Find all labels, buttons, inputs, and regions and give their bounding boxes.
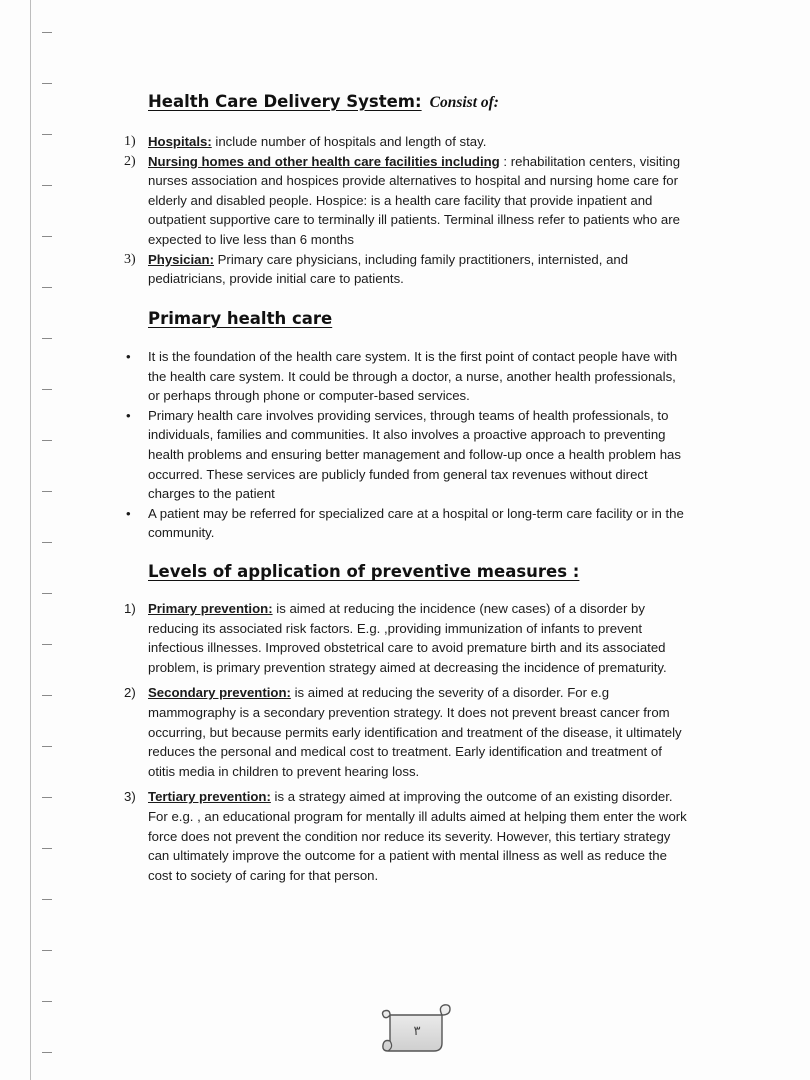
item-term: Secondary prevention: [148, 685, 291, 701]
margin-tick [42, 695, 52, 696]
margin-tick [42, 542, 52, 543]
heading-subtitle: Consist of: [429, 94, 499, 111]
margin-tick [42, 1052, 52, 1053]
margin-tick [42, 185, 52, 186]
item-term: Nursing homes and other health care facilities including [148, 153, 500, 169]
margin-tick [42, 746, 52, 747]
page-number-scroll [380, 1003, 454, 1057]
binding-margin-line [30, 0, 31, 1080]
section-heading-prevention [148, 562, 579, 581]
section-heading-delivery [148, 92, 499, 112]
margin-tick [42, 389, 52, 390]
item-text: Primary care physicians, including family practitioners, internisted, and pediatricians, provide initial care to patients. [148, 251, 629, 287]
primary-care-list [120, 347, 690, 543]
page-number: ٣ [413, 1024, 421, 1039]
margin-tick [42, 32, 52, 33]
list-marker: 2) [124, 685, 136, 701]
item-text: : rehabilitation centers, visiting nurses association and hospices provide alternatives to hospital and nursing home care for elderly and disabled people. Hospice: is a health care facility that provide inpatient and outpatient supportive care to terminally ill patients. Terminal illness refer to patients who are expected to live less than 6 months [148, 153, 681, 247]
item-term: Hospitals: [148, 134, 212, 149]
list-item [120, 152, 690, 250]
item-text: is aimed at reducing the incidence (new cases) of a disorder by reducing its associated risk factors. E.g. ,providing immunization of infants to prevent infectious illnesses. Improved obstetrical care to avoid premature birth and its associated problem, is primary prevention strategy aimed at decreasing the incidence of prematurity. [148, 601, 667, 675]
item-text: is aimed at reducing the severity of a disorder. For e.g mammography is a secondary prevention strategy. It does not prevent breast cancer from occurring, but because permits early identification and treatment of the disease, it ultimately reduces the personal and medical cost to treatment. Early identification and treatment of otitis media in children to prevent hearing loss. [148, 685, 682, 779]
list-item [120, 132, 690, 152]
margin-tick [42, 83, 52, 84]
delivery-list [120, 132, 690, 289]
list-marker: 1) [124, 601, 136, 616]
margin-tick [42, 134, 52, 135]
margin-tick [42, 491, 52, 492]
list-marker: 2) [124, 153, 136, 169]
bullet-text: Primary health care involves providing services, through teams of health professionals, to individuals, families and communities. It also involves a proactive approach to preventing health problems and ensuring better management and follow-up once a health problem has occurred. These services are publicly funded from general tax revenues without direct charges to the patient [148, 407, 681, 502]
margin-tick [42, 797, 52, 798]
bullet-dot: • [126, 505, 131, 521]
heading-text: Health Care Delivery System: [148, 92, 422, 111]
item-term: Primary prevention: [148, 601, 273, 616]
item-term: Tertiary prevention: [148, 789, 271, 805]
heading-text: Primary health care [148, 309, 333, 328]
item-text: include number of hospitals and length of stay. [211, 134, 487, 149]
margin-tick [42, 950, 52, 951]
bullet-text: It is the foundation of the health care system. It is the first point of contact people have with the health care system. It could be through a doctor, a nurse, another health professionals, or perhaps through phone or computer-based services. [148, 349, 678, 404]
margin-tick [42, 338, 52, 339]
margin-tick [42, 287, 52, 288]
item-term: Physician: [148, 251, 214, 267]
list-marker: 3) [124, 789, 136, 805]
bullet-item [120, 406, 690, 504]
margin-tick [42, 644, 52, 645]
list-marker: 1) [124, 134, 136, 149]
bullet-item [120, 504, 690, 543]
list-item [120, 683, 690, 781]
list-item [120, 250, 690, 289]
margin-tick [42, 899, 52, 900]
bullet-item [120, 347, 690, 406]
list-item [120, 599, 690, 677]
margin-tick [42, 593, 52, 594]
bullet-text: A patient may be referred for specialized care at a hospital or long-term care facility or in the community. [148, 505, 684, 541]
prevention-list [120, 599, 690, 885]
margin-tick [42, 440, 52, 441]
section-heading-primary-care [148, 309, 332, 328]
heading-text: Levels of application of preventive measures : [148, 562, 580, 581]
list-marker: 3) [124, 251, 136, 267]
margin-tick [42, 1001, 52, 1002]
item-text: is a strategy aimed at improving the outcome of an existing disorder. For e.g. , an educational program for mentally ill adults aimed at helping them enter the work force does not prevent the condition nor reduce its severity. However, this tertiary strategy can ultimately improve the outcome for a patient with mental illness as well as reduce the cost to society of caring for that person. [148, 789, 687, 883]
margin-tick [42, 848, 52, 849]
bullet-dot: • [126, 349, 131, 364]
list-item [120, 787, 690, 885]
bullet-dot: • [126, 407, 131, 423]
margin-tick [42, 236, 52, 237]
